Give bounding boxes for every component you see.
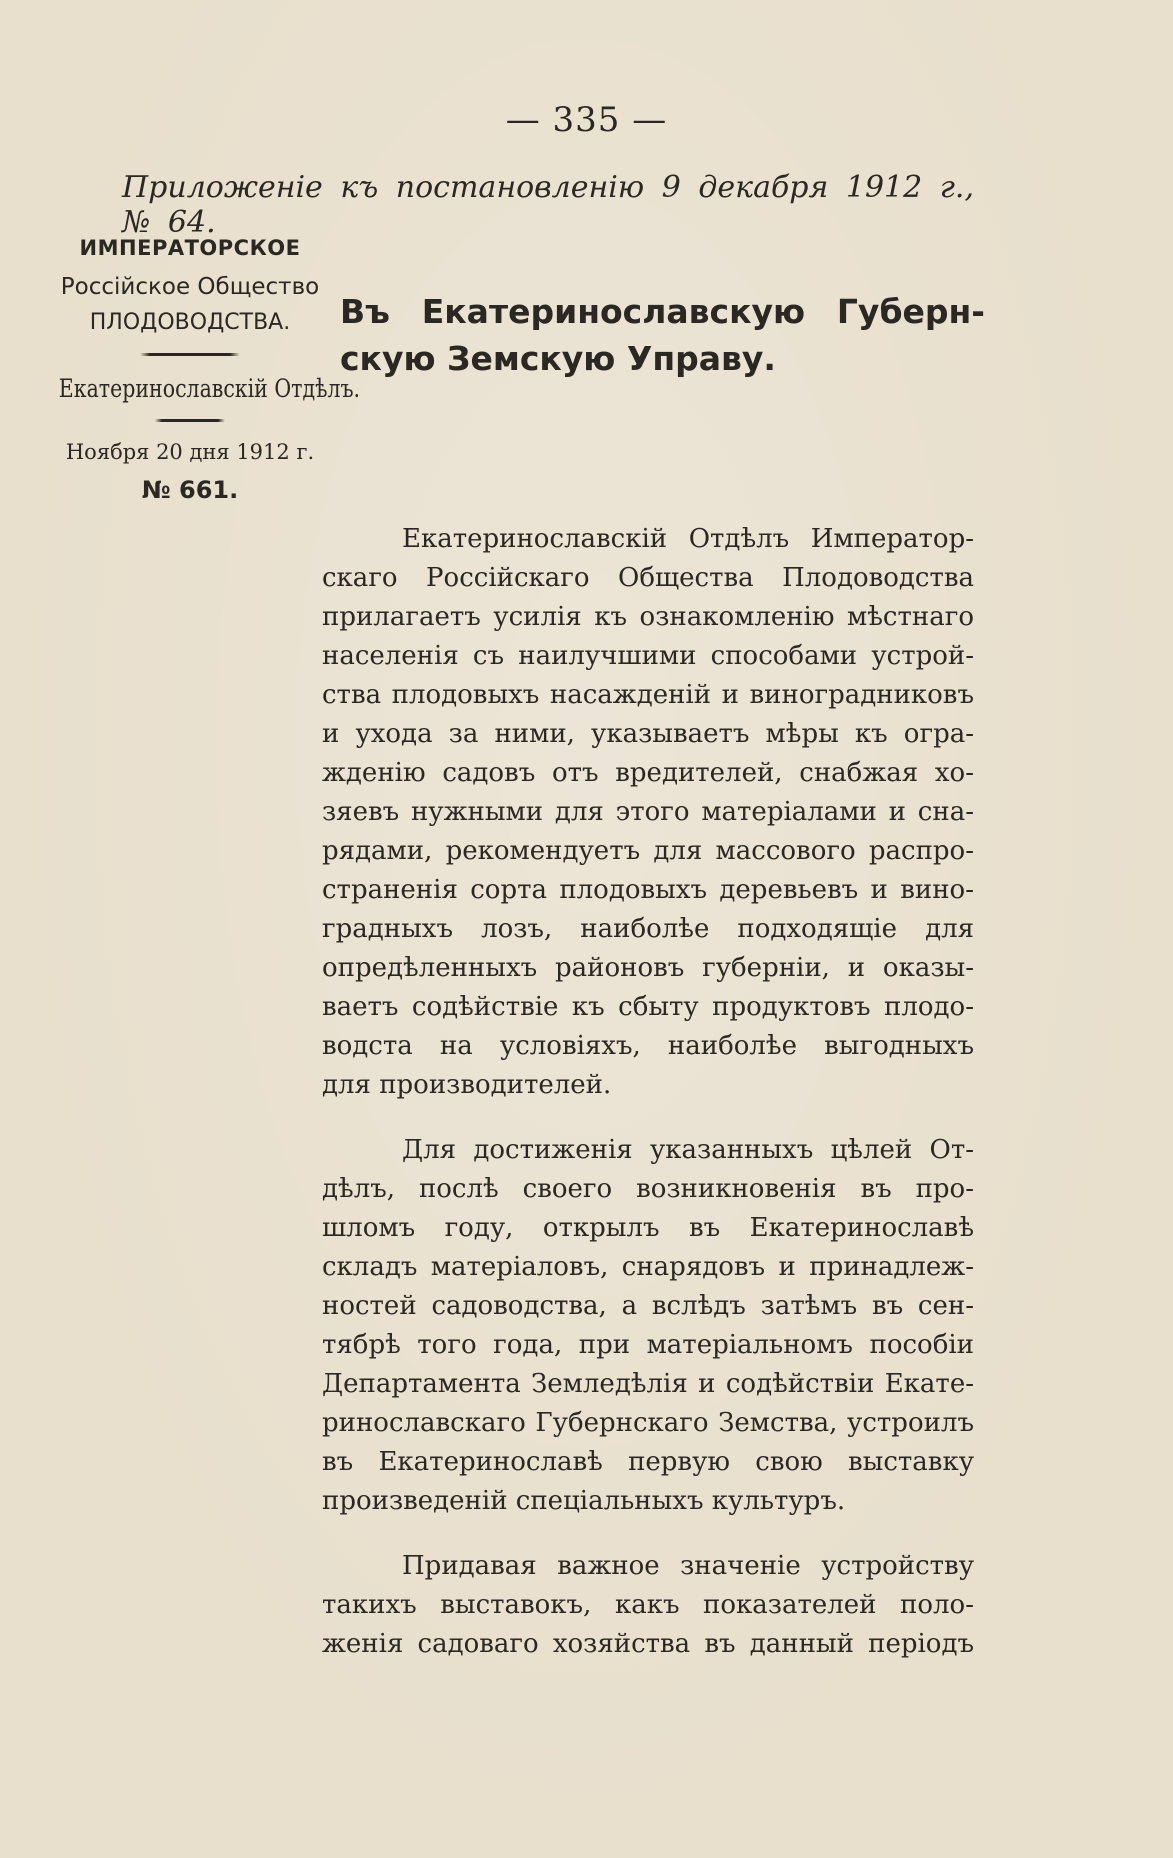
sender-block	[30, 236, 361, 504]
text-line: зяевъ нужными для этого матерiалами и сна-	[322, 797, 974, 827]
text-line: складъ матерiаловъ, снарядовъ и принадлеж-	[322, 1252, 974, 1282]
text-line: и ухода за ними, указываетъ мѣры къ огра-	[322, 719, 974, 749]
text-line: для производителей.	[322, 1070, 612, 1100]
text-line: Департамента Земледѣлiя и содѣйствiи Екате-	[322, 1369, 974, 1399]
sender-department: Екатеринославскiй Отдѣлъ.	[58, 374, 361, 403]
divider-rule-small	[155, 419, 225, 422]
appendix-header: Приложенiе къ постановленiю 9 декабря 1912 г., № 64.	[122, 170, 974, 240]
paragraph	[322, 1547, 974, 1664]
text-line: шломъ году, открылъ въ Екатеринославѣ	[322, 1213, 974, 1243]
addressee-heading	[340, 288, 985, 382]
text-line: скаго Россiйскаго Общества Плодоводства	[322, 563, 974, 593]
text-line: рядами, рекомендуетъ для массового распро-	[322, 836, 974, 866]
sender-society: Россiйское Общество	[60, 274, 320, 300]
page-number: — 335 —	[505, 100, 668, 140]
text-line: въ Екатеринославѣ первую свою выставку	[322, 1447, 974, 1477]
addressee-line: Въ Екатеринославскую Губерн-	[340, 292, 985, 331]
text-line: произведенiй спецiальныхъ культуръ.	[322, 1486, 846, 1516]
letter-date: Ноября 20 дня 1912 г.	[65, 440, 315, 464]
letter-number: № 661.	[141, 476, 239, 504]
text-line: водста на условiяхъ, наиболѣе выгодныхъ	[322, 1031, 974, 1061]
text-line: Для достиженiя указанныхъ цѣлей От-	[402, 1135, 974, 1165]
paragraph	[322, 520, 974, 1105]
text-line: ваетъ содѣйствiе къ сбыту продуктовъ плодо-	[322, 992, 974, 1022]
text-line: прилагаетъ усилiя къ ознакомленiю мѣстнаго	[322, 602, 974, 632]
letter-body	[322, 520, 974, 1690]
text-line: женiя садоваго хозяйства въ данный перiодъ	[322, 1629, 974, 1659]
text-line: тябрѣ того года, при матерiальномъ пособiи	[322, 1330, 974, 1360]
text-line: такихъ выставокъ, какъ показателей поло-	[322, 1590, 974, 1620]
text-line: ринославскаго Губернскаго Земства, устроилъ	[322, 1408, 974, 1438]
paragraph	[322, 1131, 974, 1521]
text-line: жденiю садовъ отъ вредителей, снабжая хо-	[322, 758, 974, 788]
text-line: ностей садоводства, а вслѣдъ затѣмъ въ сен-	[322, 1291, 974, 1321]
text-line: ства плодовыхъ насажденiй и виноградниковъ	[322, 680, 974, 710]
text-line: Придавая важное значенiе устройству	[402, 1551, 974, 1581]
text-line: страненiя сорта плодовыхъ деревьевъ и вино-	[322, 875, 974, 905]
divider-rule	[140, 353, 240, 356]
text-line: дѣлъ, послѣ своего возникновенiя въ про-	[322, 1174, 974, 1204]
addressee-line: скую Земскую Управу.	[340, 339, 776, 378]
text-line: Екатеринославскiй Отдѣлъ Император-	[402, 524, 974, 554]
sender-imperial: ИМПЕРАТОРСКОЕ	[79, 236, 301, 260]
text-line: опредѣленныхъ районовъ губернiи, и оказы-	[322, 953, 974, 983]
text-line: населенiя съ наилучшими способами устрой-	[322, 641, 974, 671]
sender-fruit-growing: ПЛОДОВОДСТВА.	[89, 310, 291, 335]
text-line: градныхъ лозъ, наиболѣе подходящiе для	[322, 914, 974, 944]
